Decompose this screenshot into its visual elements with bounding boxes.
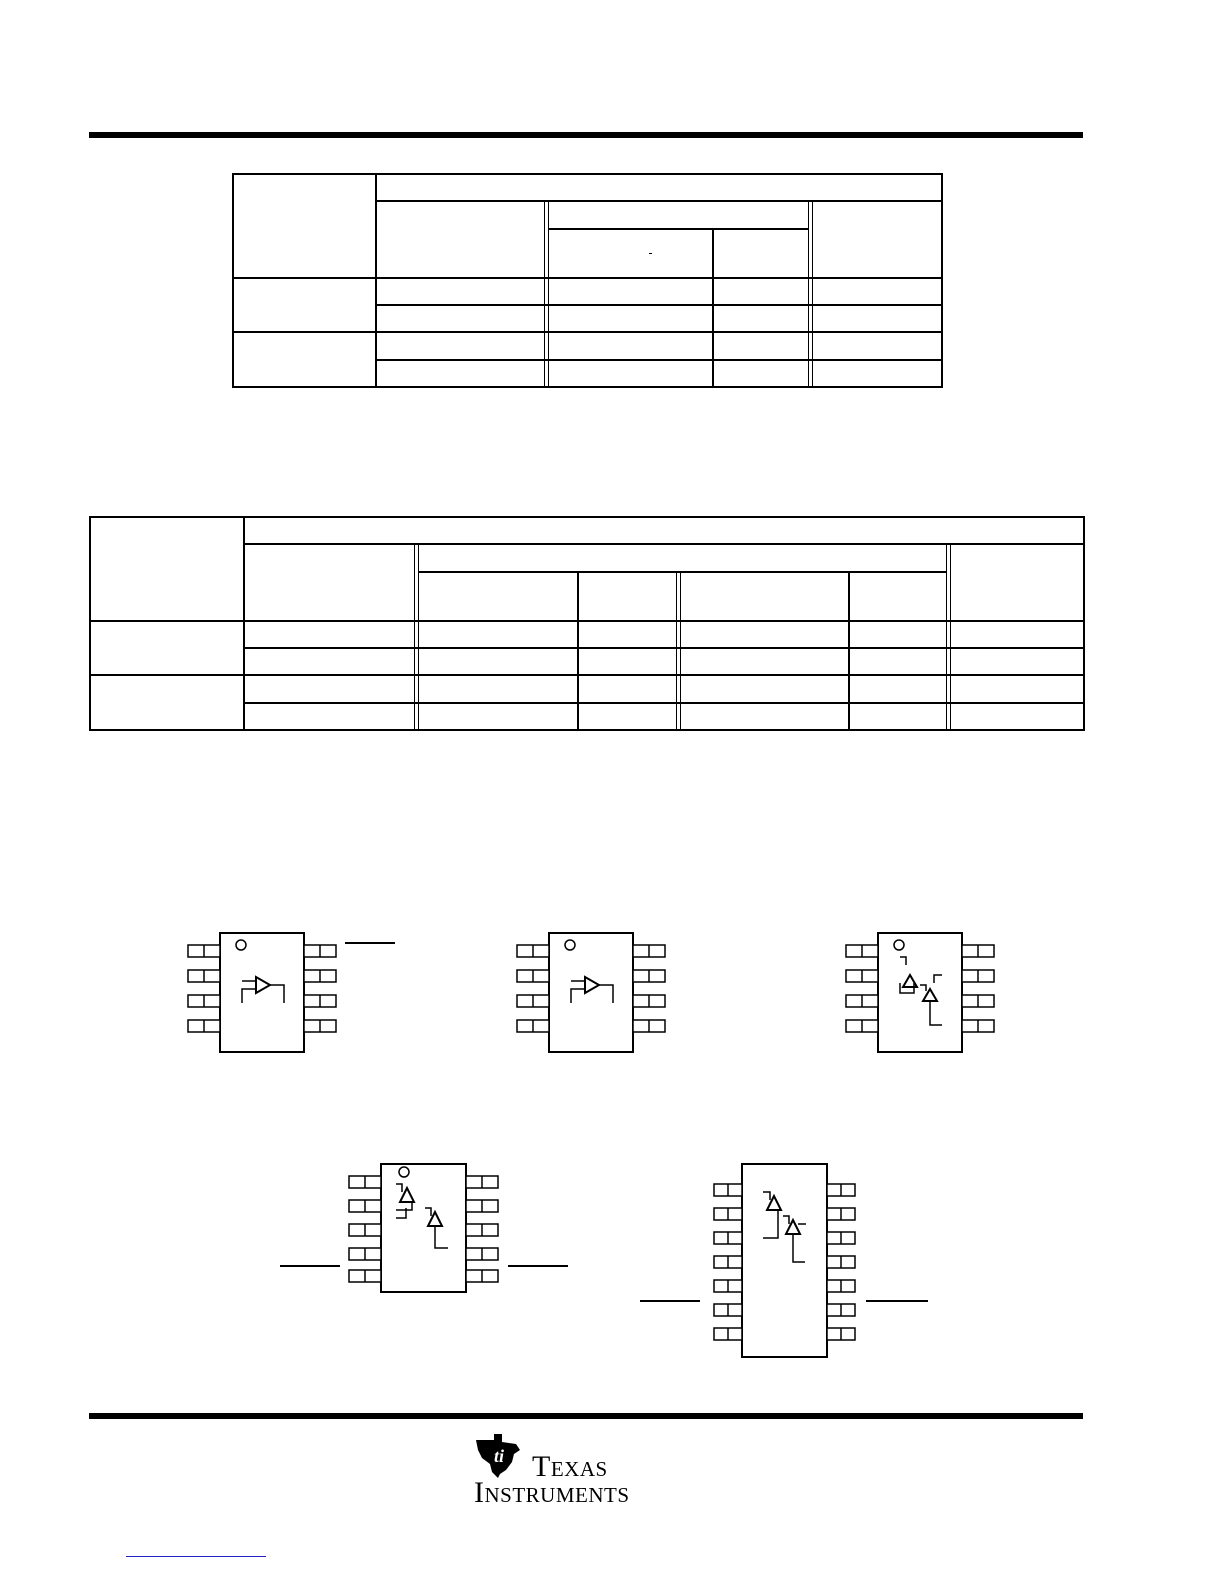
table-2-header-rule [244,543,1083,545]
package-3-pinout [838,925,1018,1060]
table-2-col-divider [577,572,579,729]
table-2-col-divider [848,572,850,729]
package-4-pinout [278,1158,578,1298]
table-1-row-rule [376,304,941,306]
logo-text-instruments: Instruments [474,1476,630,1509]
package-5-pinout [638,1158,938,1363]
table-1-row-rule [376,359,941,361]
package-2-pinout [509,925,689,1060]
table-1-header-rule [548,228,808,230]
table-2-row-rule [90,620,1083,622]
ti-state-bug-logo-icon [472,1432,528,1478]
svg-text:ti: ti [494,1446,505,1466]
table-1-header-rule [376,200,941,202]
header-rule [89,132,1083,138]
table-1-row-rule [233,331,941,333]
table-2-header-rule [418,571,947,573]
table-2-row-rule [90,674,1083,676]
table-2-border [89,516,1085,731]
table-1-border [232,173,943,388]
table-2-col-divider [243,517,245,729]
footer-rule [89,1413,1083,1419]
footer-link-underline[interactable] [126,1556,266,1557]
table-2-col-divider [676,572,681,729]
table-2-row-rule [244,647,1083,649]
table-1-col-divider [375,174,377,386]
table-1-row-rule [233,277,941,279]
table-1-col-divider [712,229,714,386]
table-1-mark [649,253,652,254]
logo-text-texas: Texas [532,1450,608,1483]
package-1-pinout [180,925,400,1060]
table-2-row-rule [244,702,1083,704]
texas-instruments-logo [472,1432,682,1509]
